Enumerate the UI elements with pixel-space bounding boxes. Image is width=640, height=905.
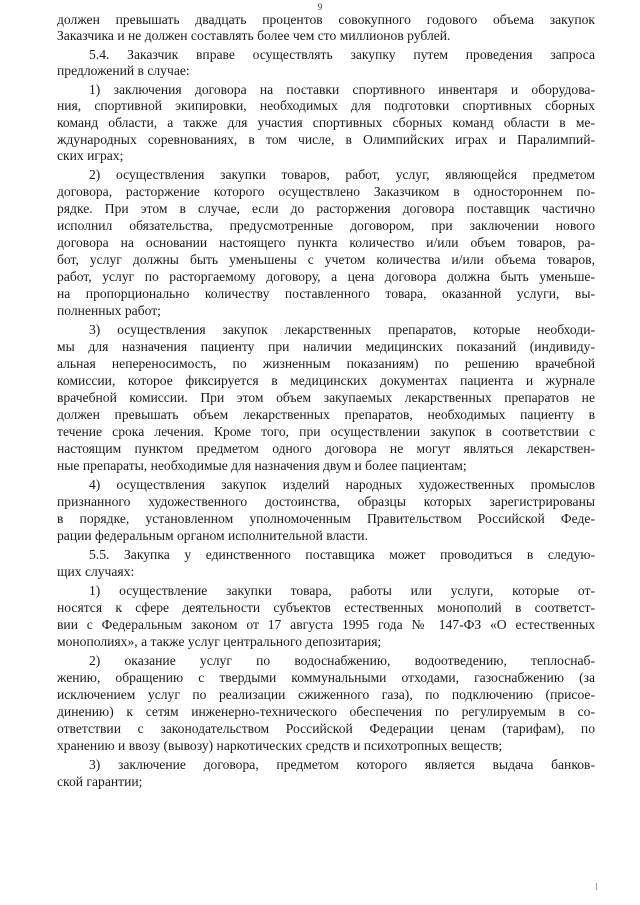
text-line: мы для назначения пациенту при наличии медицинских показаний (индивиду- — [57, 339, 595, 354]
text-line: на пропорционально количеству поставленного товара, оказанной услуги, вы- — [57, 286, 595, 301]
list-item-line: 2) осуществления закупки товаров, работ, услуг, являющейся предметом — [89, 167, 595, 182]
list-item-line: 1) осуществление закупки товара, работы или услуги, которые от- — [89, 583, 595, 598]
text-line: ской гарантии; — [57, 774, 143, 789]
text-line: щих случаях: — [57, 564, 135, 579]
text-line: должен превышать двадцать процентов совокупного годового объема закупок — [57, 12, 595, 27]
section-heading-line: 5.4. Заказчик вправе осуществлять закупку путем проведения запроса — [89, 47, 595, 62]
list-item-line: 1) заключения договора на поставки спортивного инвентаря и оборудова- — [89, 82, 595, 97]
text-line: монополиях», а также услуг центрального депозитария; — [57, 634, 382, 649]
text-line: альная непереносимость, по жизненным показаниям) по решению врачебной — [57, 356, 595, 371]
text-line: настоящим пунктом предметом одного договора не могут являться лекарствен- — [57, 441, 595, 456]
text-line: динению) к сетям инженерно-технического обеспечения по регулируемым в со- — [57, 704, 595, 719]
text-line: ния, спортивной экипировки, необходимых для подготовки спортивных сборных — [57, 98, 595, 113]
text-line: жению, обращению с твердыми коммунальными отходами, газоснабжению (за — [57, 670, 595, 685]
text-line: признанного художественного достоинства, образцы которых зарегистрированы — [57, 494, 595, 509]
text-line: ждународных соревнованиях, в том числе, в Олимпийских играх и Паралимпий- — [57, 132, 595, 147]
text-line: рации федеральным органом исполнительной власти. — [57, 528, 368, 543]
section-heading-line: 5.5. Закупка у единственного поставщика может проводиться в следую- — [89, 547, 595, 562]
text-line: работ, услуг по расторгаемому договору, а цена договора должна быть уменьше- — [57, 269, 595, 284]
text-line: ные препараты, необходимые для назначения двум и более пациентам; — [57, 458, 467, 473]
text-line: рядке. При этом в случае, если до расторжения договора поставщик частично — [57, 201, 595, 216]
list-item-line: 3) осуществления закупок лекарственных препаратов, которые необходи- — [89, 322, 595, 337]
text-line: ответствии с законодательством Российской Федерации ценам (тарифам), по — [57, 721, 595, 736]
list-item-line: 2) оказание услуг по водоснабжению, водоотведению, теплоснаб- — [89, 653, 595, 668]
text-line: вии с Федеральным законом от 17 августа 1995 года № 147-ФЗ «О естественных — [57, 617, 595, 632]
text-line: носятся к сфере деятельности субъектов естественных монополий в соответст- — [57, 600, 595, 615]
text-line: врачебной комиссии. При этом объем закупаемых лекарственных препаратов не — [57, 390, 595, 405]
text-line: в порядке, установленном уполномоченным Правительством Российской Феде- — [57, 511, 595, 526]
text-line: договора, расторжение которого осуществлено Заказчиком в одностороннем по- — [57, 184, 595, 199]
text-line: исключением услуг по реализации сжиженного газа), по подключению (присое- — [57, 687, 595, 702]
list-item-line: 3) заключение договора, предметом которого является выдача банков- — [89, 757, 595, 772]
page-number: 9 — [317, 2, 323, 12]
text-line: комиссии, которое фиксируется в медицинских документах пациента и журнале — [57, 373, 595, 388]
text-line: полненных работ; — [57, 303, 161, 318]
text-line: Заказчика и не должен составлять более чем сто миллионов рублей. — [57, 28, 451, 43]
text-line: договора на основании настоящего пункта количество и/или объем товаров, ра- — [57, 235, 595, 250]
text-line: хранению и ввозу (вывозу) наркотических средств и психотропных веществ; — [57, 738, 503, 753]
list-item-line: 4) осуществления закупок изделий народных художественных промыслов — [89, 477, 595, 492]
text-line: бот, услуг должны быть уменьшены с учетом количества и/или объема товаров, — [57, 252, 595, 267]
text-line: исполнил обязательства, предусмотренные договором, при заключении нового — [57, 218, 595, 233]
scan-artifact-mark — [596, 883, 597, 890]
text-line: должен превышать объем лекарственных препаратов, необходимых пациенту в — [57, 407, 595, 422]
text-line: команд области, а также для участия спортивных сборных команд области в ме- — [57, 115, 595, 130]
text-line: течение срока лечения. Кроме того, при осуществлении закупок в соответствии с — [57, 424, 595, 439]
text-line: предложений в случае: — [57, 63, 190, 78]
text-line: ских играх; — [57, 148, 124, 163]
